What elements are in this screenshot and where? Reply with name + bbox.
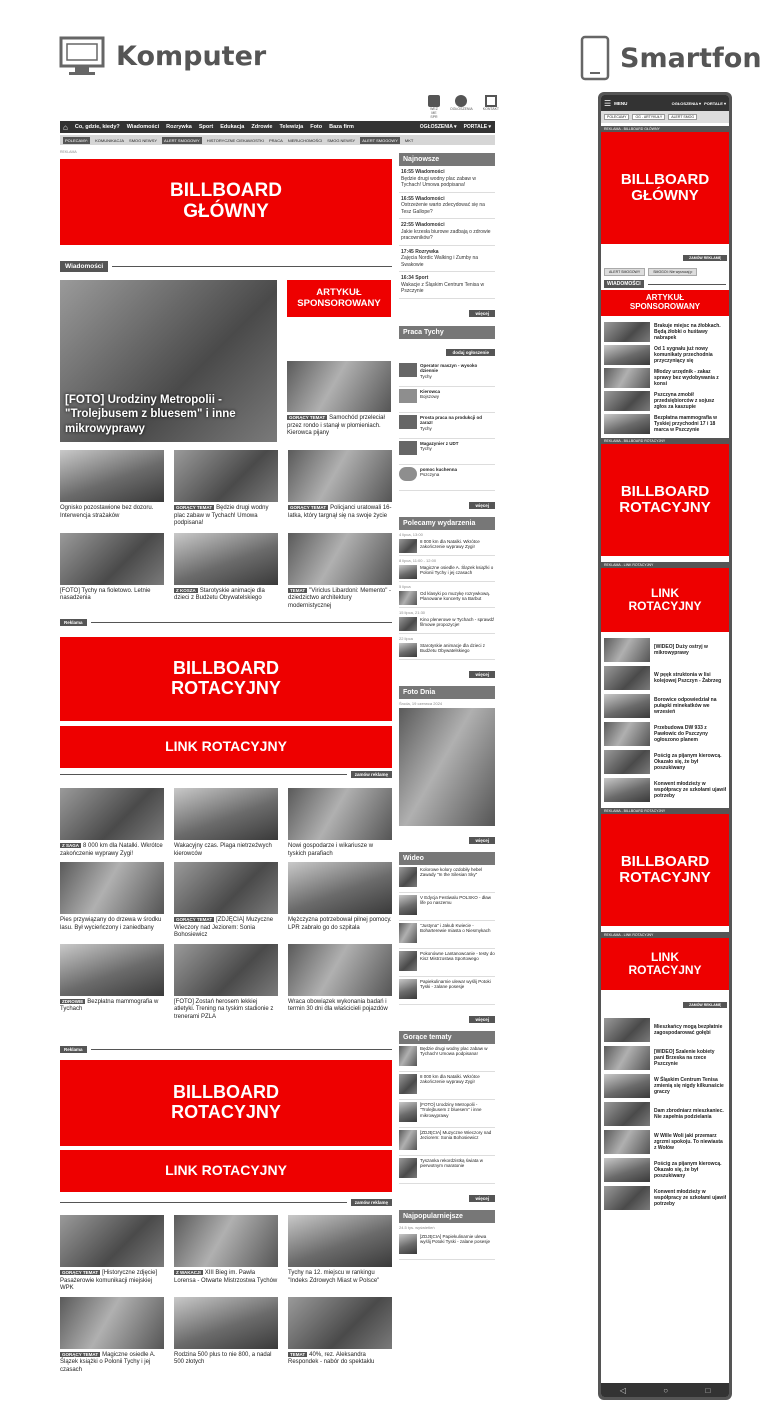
subnav-item[interactable]: HISTORYCZNE CIEKAWOSTKI — [206, 137, 264, 143]
nav-item[interactable]: Co, gdzie, kiedy? — [74, 124, 120, 130]
latest-item[interactable]: 22:55 Wiadomości Jakie krzesła biurowe zadbają o zdrowie pracowników? — [399, 219, 495, 246]
ad-label: REKLAMA - BILLBOARD ROTACYJNY — [601, 808, 729, 814]
mobile-link-rot-2[interactable]: LINK ROTACYJNY — [601, 938, 729, 990]
sidebar-header: Gorące tematy — [399, 1031, 495, 1044]
hero-title: [FOTO] Urodziny Metropolii - "Trolejbusem z bluesem" i inne mikrowyprawy — [65, 393, 236, 435]
link-rotacyjny-2[interactable]: LINK ROTACYJNY — [60, 1150, 392, 1192]
article-card[interactable]: Pies przywiązany do drzewa w środku lasu. Był wycieńczony i zaniedbany — [60, 862, 164, 940]
envelope-icon — [485, 95, 497, 107]
order-ad-button[interactable]: zamów reklamę — [351, 1199, 392, 1206]
more-button[interactable]: więcej — [469, 310, 495, 317]
desktop-mockup — [60, 95, 500, 1385]
company-logo — [399, 363, 417, 377]
mobile-section-header: WIADOMOŚCI — [601, 278, 729, 290]
link-rotacyjny-1[interactable]: LINK ROTACYJNY — [60, 726, 392, 768]
mobile-link-rot-1[interactable]: LINK ROTACYJNY — [601, 568, 729, 632]
news-grid-2 — [60, 788, 392, 1021]
home-circle-icon[interactable]: ○ — [663, 1385, 669, 1395]
top-icon-label: KONTAKT — [482, 107, 500, 111]
more-button[interactable]: więcej — [469, 671, 495, 678]
article-card[interactable]: Z SAGA 8 000 km dla Natalki. Wkrótce zakończenie wyprawy Zygi! — [60, 788, 164, 858]
company-logo — [399, 415, 417, 429]
mobile-tab[interactable]: OG - ARTYKUŁY — [632, 114, 665, 120]
download-icon — [428, 95, 440, 107]
job-item[interactable]: Prosta praca na produkcji od zaraz! Tychy — [399, 413, 495, 439]
article-card[interactable]: Z KOSZA Starotyskie animacje dla dzieci z Budżetu Obywatelskiego — [174, 533, 278, 611]
article-card[interactable]: Ognisko pozostawione bez dozoru. Interwencja strażaków — [60, 450, 164, 528]
article-card[interactable]: Tychy na 12. miejscu w rankingu "Indeks Zdrowych Miast w Polsce" — [288, 1215, 392, 1293]
nav-dropdown-portals[interactable]: PORTALE ▾ — [463, 124, 491, 130]
nav-item[interactable]: Sport — [198, 124, 214, 130]
article-card[interactable]: GORĄCY TEMAT [ZDJĘCIA] Muzyczne Wieczory nad Jeziorem: Sonia Bohosiewicz — [174, 862, 278, 940]
article-card[interactable]: Z WAKACJI XIII Bieg im. Pawła Lorensa - Otwarte Mistrzostwa Tychów — [174, 1215, 278, 1293]
billboard-line: GŁÓWNY — [183, 201, 269, 222]
more-button[interactable]: więcej — [469, 837, 495, 844]
top-icon-label: WEŹ ME SPR — [430, 107, 438, 119]
video-item[interactable]: Papiekulinarnie ulewa! wyślij Potoki Tyski - zalane posesje — [399, 977, 495, 1005]
mobile-article[interactable]: Borowice odpowiedział na pułapki minekatków we wrzesień — [604, 692, 726, 720]
subnav-item[interactable]: PRACA — [268, 137, 283, 143]
billboard-rotacyjny-2[interactable]: BILLBOARD ROTACYJNY — [60, 1060, 392, 1146]
ad-label: REKLAMA - LINK ROTACYJNY — [601, 562, 729, 568]
hot-topic-item[interactable]: Tyszanka rekordzistką świata w pierwotnym maratonie — [399, 1156, 495, 1184]
subnav-item[interactable]: NIERUCHOMOŚCI — [287, 137, 323, 143]
mobile-list-3 — [601, 1014, 729, 1212]
subnav-item[interactable]: MKT — [404, 137, 414, 143]
smartphone-icon — [580, 35, 610, 81]
mobile-article[interactable]: [WIDEO] Szalenie kobiety pani Brzeska na rzece Pszczynie — [604, 1044, 726, 1072]
mobile-article[interactable]: Od 1 sygnału już nowy komunikaty przechodnia przyczyniący się — [604, 343, 726, 366]
sidebar-header: Najnowsze — [399, 153, 495, 166]
photo-date: Środa, 19 czerwca 2024 — [399, 700, 443, 706]
photo-of-day[interactable] — [399, 708, 495, 826]
event-item[interactable]: Starotyskie animacje dla dzieci z Budżetu Obywatelskiego — [399, 641, 495, 660]
recent-apps-icon[interactable]: □ — [705, 1385, 711, 1395]
video-item[interactable]: Kolorowe kolory ozdobiły hebel Zawady "In the Silesian Sky" — [399, 865, 495, 893]
hot-topic-item[interactable]: [FOTO] Urodziny Metropolii - "Trolejbusem z bluesem" i inne mikrowyprawy — [399, 1100, 495, 1128]
job-item[interactable]: pomoc kuchenna Pszczyna — [399, 465, 495, 491]
top-icon-3[interactable] — [483, 95, 499, 119]
sidebar-header: Wideo — [399, 852, 495, 865]
nav-item[interactable]: Zdrowie — [251, 124, 273, 130]
ad-label: REKLAMA — [60, 150, 77, 154]
pill[interactable]: ALERT SMOGOWY — [604, 268, 645, 276]
article-card[interactable]: Wraca obowiązek wykonania badań i termin 30 dni dla właścicieli pojazdów — [288, 944, 392, 1022]
article-card[interactable]: [FOTO] Tychy na fioletowo. Letnie nasadzenia — [60, 533, 164, 611]
more-button[interactable]: więcej — [469, 502, 495, 509]
hot-topic-item[interactable]: [ZDJĘCIA] Muzyczne Wieczory nad Jeziorem: Sonia Bohosiewicz — [399, 1128, 495, 1156]
mobile-billboard-rot-1[interactable]: BILLBOARD ROTACYJNY — [601, 444, 729, 556]
top-icon-label: OGŁOSZENIA — [450, 107, 473, 111]
order-ad-button[interactable]: ZAMÓW REKLAMĘ — [683, 255, 727, 261]
mobile-article[interactable]: Młodzy urzędnik - zakaz sprawy bez wydobywania z konsi — [604, 366, 726, 389]
mobile-article[interactable]: Pszczyna zmobił przedsiębiorców z sojusz zgłos za kaszupie — [604, 389, 726, 412]
mobile-mockup — [598, 92, 732, 1400]
company-logo — [399, 389, 417, 403]
side-article-image[interactable] — [287, 361, 391, 412]
latest-item[interactable]: 17:45 Rozrywka Zajęcia Nordic Walking i Zumby na Swakowie — [399, 246, 495, 273]
mobile-article[interactable]: W Śląskim Centrum Tenisa zmienią się nigdy kilkunaście graczy — [604, 1072, 726, 1100]
subnav-item[interactable]: ALERT SMOGOWY — [362, 137, 398, 143]
order-ad-row — [60, 771, 392, 778]
back-icon[interactable]: ◁ — [619, 1385, 626, 1395]
hot-topic-item[interactable]: Będzie drugi wodny plac zabaw w Tychach! Umowa podpisana! — [399, 1044, 495, 1072]
company-logo — [399, 441, 417, 455]
subnav-item[interactable]: KOMUNIKACJA — [95, 137, 125, 143]
video-item[interactable]: Pokonówne Lantanowcanie - testy do Kisz Mistrzostwa Sportowego — [399, 949, 495, 977]
top-icon-1[interactable] — [428, 95, 440, 119]
mobile-article[interactable]: W pęęk struktonia w lisi kolejowej Pszczyn - Żabrzeg — [604, 664, 726, 692]
news-grid-3 — [60, 1215, 392, 1374]
popular-item[interactable]: [ZDJĘCIA] Papiekulinarnie ulewa wyślij Potoki Tyski - zalane posesje — [399, 1232, 495, 1260]
hero-article[interactable] — [60, 280, 277, 442]
mobile-article[interactable]: Konwent młodzieży w współpracy ze szkołami ujawił potrzeby — [604, 776, 726, 804]
video-item[interactable]: "Justyna" i Jakub Kwiecie - Boharterewie miasta o Niesmykach — [399, 921, 495, 949]
mobile-list-2 — [601, 632, 729, 804]
nav-item[interactable]: Telewizja — [279, 124, 304, 130]
event-item[interactable]: Od klasyki po muzykę rozrywkową. Planowane koncerty na Barbut — [399, 589, 495, 608]
mobile-nav — [601, 95, 729, 111]
mobile-article[interactable]: Konwent młodzieży w współpracy ze szkołami ujawił potrzeby — [604, 1184, 726, 1212]
mobile-billboard-rot-2[interactable]: BILLBOARD ROTACYJNY — [601, 814, 729, 926]
add-job-button[interactable]: dodaj ogłoszenie — [446, 349, 495, 356]
article-card[interactable]: Rodzina 500 plus to nie 800, a nadal 500 złotych — [174, 1297, 278, 1375]
menu-label[interactable]: MENU — [614, 100, 628, 106]
ad-label: REKLAMA - BILLBOARD GŁÓWNY — [601, 126, 729, 132]
article-card[interactable]: TEMAT 40%, rez. Aleksandra Respondek - nabór do spektaklu — [288, 1297, 392, 1375]
nav-dropdown-ads[interactable]: OGŁOSZENIA ▾ — [419, 124, 457, 130]
mobile-list-1 — [601, 320, 729, 435]
mobile-article[interactable]: Mieszkańcy mogą bezpłatnie zagospodarować gołębi — [604, 1016, 726, 1044]
article-card[interactable]: GORĄCY TEMAT Będzie drugi wodny plac zabaw w Tychach! Umowa podpisana! — [174, 450, 278, 528]
mobile-pills — [601, 266, 729, 278]
main-nav — [60, 121, 495, 133]
nav-item[interactable]: Rozrywka — [166, 124, 192, 130]
order-ad-row — [60, 1199, 392, 1206]
nav-item[interactable]: Wiadomości — [126, 124, 160, 130]
article-card[interactable]: Wakacyjny czas. Plaga nietrzeźwych kierowców — [174, 788, 278, 858]
billboard-main[interactable] — [60, 159, 392, 245]
article-card[interactable]: TEMAT "Viriclus Libardoni: Memento" - dziedzictwo architektury modernistycznej — [288, 533, 392, 611]
mobile-tabs — [601, 111, 729, 123]
mobile-label — [580, 35, 762, 81]
sidebar: Najnowsze 16:55 Wiadomości Będzie drugi wodny plac zabaw w Tychach! Umowa podpisana! 16:55 Wiadomości Ostrzeżenie warto zdecydować się na Tesz Gallope? 22:55 Wiadomości Jakie krzesła biurowe zadbają o zdrowie pracowników? 17:45 Rozrywka Zajęcia Nordic Walking i Zumby na Swakowie 16:34 Sport Wakacje z Śląskim Centrum Tenisa w Pszczynie więcej Praca Tychy dodaj ogłoszenie Operator maszyn - wysoko dziennie Tychy Kierowca Bojszowy Prosta praca na produkcji od zaraz! Tychy Magazynier z UDT Tychy pomoc kuchenna Pszczyna więcej Polecamy wydarzenia 4 lipca, 13:00 8 000 km dla Natalki. Wkrótce zakończenie wyprawy Zygi! 8 lipca, 11:00 - 12:00 Magiczne osiedle A. Ślązek książki o Polonii Tychy i jej czasach 5 lipca Od klasyki po muzykę rozrywkową. Planowane koncerty na Barbut 15 lipca, 21:30 Kino plenerowe w Tychach - sprawdź filmowe propozycje! 22 lipca Starotyskie animacje dla dzieci z Budżetu Obywatelskiego więcej Foto Dnia Środa, 19 czerwca 2024 więcej Wideo Kolorowe kolory ozdobiły hebel Zawady "In the Silesian Sky" V Edycja Festiwalu POLSKO - dław life po naszemu "Justyna" i Jakub Kwiecie - Boharterewie miasta o Niesmykach Pokonówne Lantanowcanie - testy do Kisz Mistrzostwa Sportowego Papiekulinarnie ulewa! wyślij Potoki Tyski - zalane posesje więcej Gorące tematy Będzie drugi wodny plac zabaw w Tychach! Umowa podpisana! 8 000 km dla Natalki. Wkrótce zakończenie wyprawy Zygi! [FOTO] Urodziny Metropolii - "Trolejbusem z bluesem" i inne mikrowyprawy [ZDJĘCIA] Muzyczne Wieczory nad Jeziorem: Sonia Bohosiewicz Tyszanka rekordzistką świata w pierwotnym maratonie więcej Najpopularniejsze 24.5 tys. wyświetleń [ZDJĘCIA] Papiekulinarnie ulewa wyślij Potoki Tyski - zalane posesje — [399, 153, 495, 1260]
side-article-caption[interactable]: GORĄCY TEMAT Samochód przeleciał przez rondo i stanął w płomieniach. Kierowca pijany — [287, 415, 385, 436]
mobile-nav-dropdown[interactable]: OGŁOSZENIA ▾ — [671, 100, 702, 106]
subnav-item[interactable]: ALERT SMOGOWY — [164, 137, 200, 143]
monitor-icon — [58, 35, 106, 77]
ad-label: REKLAMA - BILLBOARD ROTACYJNY — [601, 438, 729, 444]
billboard-rotacyjny-1[interactable]: BILLBOARD ROTACYJNY — [60, 637, 392, 721]
mobile-billboard-main[interactable]: BILLBOARD GŁÓWNY — [601, 132, 729, 244]
mobile-article[interactable]: Pościg za pijanym kierowcą. Okazało się, że był poszukiwany — [604, 1156, 726, 1184]
subnav-item[interactable]: SMOG NEWSY — [327, 137, 356, 143]
mobile-article[interactable]: Brakuje miejsc na żłobkach. Będą żłobki o huśtawy nabrapek — [604, 320, 726, 343]
article-card[interactable]: GORĄCY TEMAT Magiczne osiedle A. Ślązek książki o Polonii Tychy i jej czasach — [60, 1297, 164, 1375]
section-title: Wiadomości — [60, 261, 108, 272]
article-card[interactable]: GORĄCY TEMAT [Historyczne zdjęcie] Pasażerowie komunikacji miejskiej WPK — [60, 1215, 164, 1293]
sub-nav — [60, 135, 495, 145]
mobile-sponsored[interactable]: ARTYKUŁ SPONSOROWANY — [601, 290, 729, 316]
mobile-tab[interactable]: ALERT SMOG — [668, 114, 697, 120]
job-item[interactable]: Magazynier z UDT Tychy — [399, 439, 495, 465]
nav-item[interactable]: Edukacja — [220, 124, 245, 130]
news-grid-1 — [60, 450, 392, 610]
sponsored-line: ARTYKUŁ — [316, 287, 362, 299]
mobile-article[interactable]: W Wille Woli jaki przemarz zgrzmi spokoju. To niewiasta z Wołów — [604, 1128, 726, 1156]
article-card[interactable]: GORĄCY TEMAT Policjanci uratowali 16-latka, który targnął się na swoje życie — [288, 450, 392, 528]
article-card[interactable]: [FOTO] Zostań herosem lekkiej atletyki. Trening na tyskim stadionie z trenerami PZLA — [174, 944, 278, 1022]
more-button[interactable]: więcej — [469, 1195, 495, 1202]
hot-topic-item[interactable]: 8 000 km dla Natalki. Wkrótce zakończenie wyprawy Zygi! — [399, 1072, 495, 1100]
sidebar-header: Foto Dnia — [399, 686, 495, 699]
mobile-tab[interactable]: POLECAMY — [604, 114, 629, 120]
top-icon-2[interactable] — [450, 95, 473, 119]
sponsored-article[interactable] — [287, 280, 391, 317]
order-ad-button[interactable]: zamów reklamę — [351, 771, 392, 778]
mobile-article[interactable]: Dam zbrodniarz mieszkaniec. Nie zapełnia podzielania — [604, 1100, 726, 1128]
mobile-article[interactable]: [WIDEO] Duży ostryj w mikrowyprawy — [604, 636, 726, 664]
mobile-article[interactable]: Pościg za pijanym kierowcą. Okazało się, że był poszukiwany — [604, 748, 726, 776]
home-icon[interactable]: ⌂ — [63, 122, 68, 132]
sidebar-header: Najpopularniejsze — [399, 1210, 495, 1223]
billboard-line: BILLBOARD — [170, 180, 282, 202]
job-item[interactable]: Kierowca Bojszowy — [399, 387, 495, 413]
event-item[interactable]: Magiczne osiedle A. Ślązek książki o Polonii Tychy i jej czasach — [399, 563, 495, 582]
section-header-news — [60, 261, 392, 272]
article-card[interactable]: Nowi gospodarze i wikariusze w tyskich parafiach — [288, 788, 392, 858]
desktop-label — [58, 35, 266, 77]
event-item[interactable]: 8 000 km dla Natalki. Wkrótce zakończenie wyprawy Zygi! — [399, 537, 495, 556]
desktop-label-text: Komputer — [116, 40, 267, 72]
mobile-label-text: Smartfon — [620, 42, 762, 74]
mobile-nav-dropdown[interactable]: PORTALE ▾ — [704, 100, 726, 106]
subnav-item[interactable]: POLECAMY: — [65, 137, 89, 143]
order-ad-button[interactable]: ZAMÓW REKLAMĘ — [683, 1002, 727, 1008]
latest-item[interactable]: 16:55 Wiadomości Ostrzeżenie warto zdecydować się na Tesz Gallope? — [399, 193, 495, 220]
mobile-article[interactable]: Bezpłatna mammografia w Tyskiej przychodni 17 i 18 marca w Pszczynie — [604, 412, 726, 435]
views-count: 24.5 tys. wyświetleń — [399, 1224, 435, 1230]
mobile-article[interactable]: Przebudowa DW 933 z Pawłowic do Pszczyny ogłoszono planem — [604, 720, 726, 748]
article-card[interactable]: ZDROWIE Bezpłatna mammografia w Tychach — [60, 944, 164, 1022]
job-item[interactable]: Operator maszyn - wysoko dziennie Tychy — [399, 361, 495, 387]
sponsored-line: SPONSOROWANY — [297, 297, 381, 309]
article-card[interactable]: Mężczyzna potrzebował pilnej pomocy. LPR zabrało go do szpitala — [288, 862, 392, 940]
company-logo — [399, 467, 417, 481]
event-item[interactable]: Kino plenerowe w Tychach - sprawdź filmowe propozycje! — [399, 615, 495, 634]
latest-item[interactable]: 16:55 Wiadomości Będzie drugi wodny plac zabaw w Tychach! Umowa podpisana! — [399, 166, 495, 193]
megaphone-icon — [455, 95, 467, 107]
ad-divider: Reklama — [60, 619, 392, 626]
top-icons — [428, 95, 499, 119]
ad-divider: Reklama — [60, 1046, 392, 1053]
latest-item[interactable]: 16:34 Sport Wakacje z Śląskim Centrum Tenisa w Pszczynie — [399, 272, 495, 299]
subnav-item[interactable]: SMOG NEWSY — [129, 137, 158, 143]
sidebar-header: Praca Tychy — [399, 326, 495, 339]
nav-item[interactable]: Baza firm — [329, 124, 354, 130]
video-item[interactable]: V Edycja Festiwalu POLSKO - dław life po naszemu — [399, 893, 495, 921]
pill[interactable]: SMOGOI: Nie wyrzucaj p — [648, 268, 697, 276]
hamburger-icon[interactable]: ☰ — [604, 98, 612, 108]
ad-label: REKLAMA - LINK ROTACYJNY — [601, 932, 729, 938]
nav-item[interactable]: Foto — [310, 124, 323, 130]
sidebar-header: Polecamy wydarzenia — [399, 517, 495, 530]
more-button[interactable]: więcej — [469, 1016, 495, 1023]
android-nav-bar — [601, 1383, 729, 1397]
